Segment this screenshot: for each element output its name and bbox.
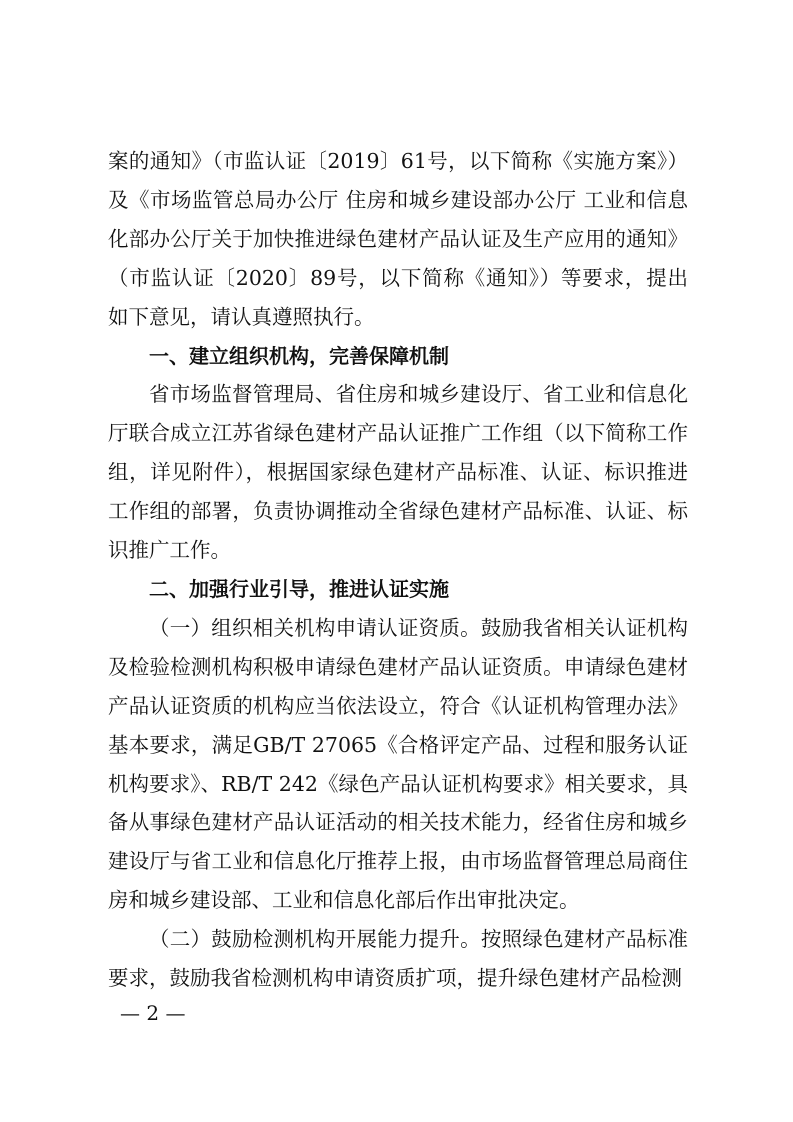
page-number: — 2 — — [120, 1001, 186, 1025]
section-heading-1: 一、建立组织机构，完善保障机制 — [149, 343, 449, 368]
paragraph-continuation: 案的通知》（市监认证〔2019〕61号，以下简称《实施方案》）及《市场监管总局办公厅 住房和城乡建设部办公厅 工业和信息化部办公厅关于加快推进绿色建材产品认证及生产应用的通知》（市监认证〔2020〕89号，以下简称《通知》）等要求，提出如下意见，请认真遵照执行。 — [108, 149, 688, 329]
paragraph-testing-capability: （二）鼓励检测机构开展能力提升。按照绿色建材产品标准要求，鼓励我省检测机构申请资质扩项，提升绿色建材产品检测 — [108, 927, 688, 991]
document-body — [108, 142, 688, 998]
paragraph-organization: 省市场监督管理局、省住房和城乡建设厅、省工业和信息化厅联合成立江苏省绿色建材产品认证推广工作组（以下简称工作组，详见附件），根据国家绿色建材产品标准、认证、标识推进工作组的部署，负责协调推动全省绿色建材产品标准、认证、标识推广工作。 — [108, 382, 688, 563]
section-heading-2: 二、加强行业引导，推进认证实施 — [149, 576, 449, 601]
paragraph-certification-qualification: （一）组织相关机构申请认证资质。鼓励我省相关认证机构及检验检测机构积极申请绿色建材产品认证资质。申请绿色建材产品认证资质的机构应当依法设立，符合《认证机构管理办法》基本要求，满足GB/T 27065《合格评定产品、过程和服务认证机构要求》、RB/T 242《绿色产品认证机构要求》相关要求，具备从事绿色建材产品认证活动的相关技术能力，经省住房和城乡建设厅与省工业和信息化厅推荐上报，由市场监督管理总局商住房和城乡建设部、工业和信息化部后作出审批决定。 — [108, 615, 688, 913]
